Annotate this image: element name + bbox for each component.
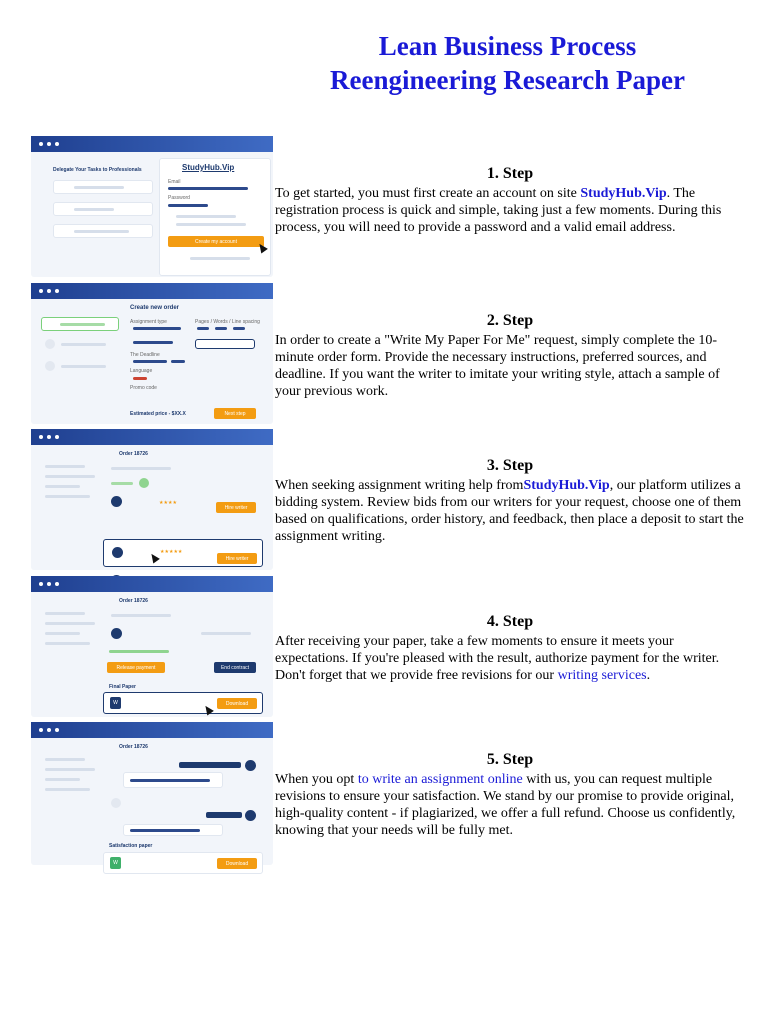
writer-avatar-icon bbox=[111, 798, 121, 808]
password-value bbox=[168, 204, 208, 207]
window-dot-icon bbox=[39, 142, 43, 146]
shot-card bbox=[53, 202, 153, 216]
file-icon: W bbox=[110, 857, 121, 869]
download-button[interactable]: Download bbox=[217, 858, 257, 869]
download-button[interactable]: Download bbox=[217, 698, 257, 709]
form-heading: Create new order bbox=[130, 305, 180, 311]
user-avatar-icon bbox=[245, 760, 256, 771]
assignment-type-label: Assignment type bbox=[130, 319, 167, 325]
browser-bar bbox=[31, 429, 273, 445]
window-dot-icon bbox=[39, 582, 43, 586]
step-3 bbox=[275, 456, 745, 545]
step-4-screenshot bbox=[31, 576, 273, 717]
step-heading: 3. Step bbox=[486, 457, 534, 474]
shot-brand: StudyHub.Vip bbox=[182, 163, 235, 172]
step-heading: 4. Step bbox=[486, 613, 534, 630]
final-paper-label: Final Paper bbox=[109, 684, 136, 690]
window-dot-icon bbox=[55, 142, 59, 146]
order-number: Order 18726 bbox=[119, 451, 148, 457]
rating-stars-icon: ★★★★★ bbox=[160, 549, 183, 555]
step-text: After receiving your paper, take a few moments to ensure it meets your expectations. If you're pleased with the result, authorize payment for the writer. Don't forget that we provide free revisions for our writing services. bbox=[275, 634, 720, 683]
bids-badge bbox=[139, 478, 149, 488]
title-line-2: Reengineering Research Paper bbox=[330, 65, 685, 95]
release-payment-button[interactable]: Release payment bbox=[107, 662, 165, 673]
satisfaction-paper-card bbox=[103, 852, 263, 874]
window-dot-icon bbox=[47, 289, 51, 293]
studyhub-link[interactable]: StudyHub.Vip bbox=[523, 478, 610, 493]
cursor-icon bbox=[148, 552, 160, 564]
estimated-price: Estimated price - $XX.X bbox=[130, 411, 186, 417]
email-value bbox=[168, 187, 248, 190]
step-heading: 1. Step bbox=[486, 165, 534, 182]
step-text: When you opt to write an assignment online with us, you can request multiple revisions to ensure your satisfaction. We stand by our promise to provide original, high-quality content - if plagiarized, we offer a full refund. Choose us confidently, knowing that your needs will be fully met. bbox=[275, 772, 736, 838]
satisfaction-paper-label: Satisfaction paper bbox=[109, 843, 153, 849]
order-number: Order 18726 bbox=[119, 598, 148, 604]
bid-card-selected[interactable] bbox=[103, 539, 263, 567]
step-heading: 5. Step bbox=[486, 751, 534, 768]
studyhub-link[interactable]: StudyHub.Vip bbox=[580, 186, 667, 201]
final-paper-card bbox=[103, 692, 263, 714]
step-text: To get started, you must first create an account on site StudyHub.Vip. The registration process is quick and simple, taking just a few moments. During this process, you will need to provide a password and a valid email address. bbox=[275, 186, 722, 235]
title-line-1: Lean Business Process bbox=[378, 31, 637, 61]
shot-line bbox=[176, 223, 246, 226]
writer-avatar-icon bbox=[111, 496, 122, 507]
browser-bar bbox=[31, 722, 273, 738]
step-5-screenshot bbox=[31, 722, 273, 865]
window-dot-icon bbox=[55, 435, 59, 439]
shot-line bbox=[190, 257, 250, 260]
language-label: Language bbox=[130, 368, 153, 374]
window-dot-icon bbox=[39, 289, 43, 293]
create-account-button[interactable]: Create my account bbox=[168, 236, 264, 247]
step-text: When seeking assignment writing help fromStudyHub.Vip, our platform utilizes a bidding system. Review bids from our writers for your request, choose one of them based on qualifications, order history, and feedback, then place a deposit to start the assignment writing. bbox=[275, 478, 744, 544]
step-1 bbox=[275, 164, 745, 236]
window-dot-icon bbox=[55, 289, 59, 293]
step-5 bbox=[275, 750, 745, 839]
signup-card bbox=[159, 158, 271, 276]
password-label: Password bbox=[168, 195, 190, 201]
shot-card bbox=[53, 224, 153, 238]
step-dot bbox=[45, 361, 55, 371]
hire-writer-button[interactable]: Hire writer bbox=[216, 502, 256, 513]
deadline-label: The Deadline bbox=[130, 352, 160, 358]
step-text: In order to create a "Write My Paper For Me" request, simply complete the 10-minute order form. Provide the necessary instructions, preferred sources, and deadline. If you want the writer to imitate your writing style, attach a sample of your previous work. bbox=[275, 333, 720, 399]
step-3-screenshot bbox=[31, 429, 273, 570]
browser-bar bbox=[31, 576, 273, 592]
writing-services-link[interactable]: writing services bbox=[557, 668, 647, 683]
window-dot-icon bbox=[47, 728, 51, 732]
next-step-button[interactable]: Next step bbox=[214, 408, 256, 419]
user-avatar-icon bbox=[245, 810, 256, 821]
step-4 bbox=[275, 612, 745, 684]
pages-label: Pages / Words / Line spacing bbox=[195, 319, 260, 325]
chat-bubble bbox=[123, 772, 223, 788]
window-dot-icon bbox=[47, 435, 51, 439]
flag-icon bbox=[133, 377, 147, 380]
assignment-type-value bbox=[133, 327, 181, 330]
cursor-icon bbox=[202, 704, 214, 716]
browser-bar bbox=[31, 136, 273, 152]
window-dot-icon bbox=[47, 142, 51, 146]
chat-bubble bbox=[206, 812, 242, 818]
write-assignment-online-link[interactable]: to write an assignment online bbox=[357, 772, 523, 787]
step-dot bbox=[45, 339, 55, 349]
promo-label: Promo code bbox=[130, 385, 157, 391]
order-number: Order 18726 bbox=[119, 744, 148, 750]
step-heading: 2. Step bbox=[486, 312, 534, 329]
education-field[interactable] bbox=[195, 339, 255, 349]
word-file-icon: W bbox=[110, 697, 121, 709]
step-2 bbox=[275, 311, 745, 400]
window-dot-icon bbox=[55, 582, 59, 586]
rating-stars-icon: ★★★★ bbox=[159, 500, 177, 506]
cursor-icon bbox=[256, 242, 268, 254]
hire-writer-button[interactable]: Hire writer bbox=[217, 553, 257, 564]
window-dot-icon bbox=[55, 728, 59, 732]
step-indicator-active bbox=[41, 317, 119, 331]
chat-bubble bbox=[179, 762, 241, 768]
end-contract-button[interactable]: End contract bbox=[214, 662, 256, 673]
window-dot-icon bbox=[39, 728, 43, 732]
shot-card bbox=[53, 180, 153, 194]
window-dot-icon bbox=[39, 435, 43, 439]
browser-bar bbox=[31, 283, 273, 299]
step-2-screenshot bbox=[31, 283, 273, 424]
email-label: Email bbox=[168, 179, 181, 185]
shot-left-title: Delegate Your Tasks to Professionals bbox=[53, 167, 142, 173]
shot-line bbox=[176, 215, 236, 218]
writer-avatar-icon bbox=[112, 547, 123, 558]
writer-avatar-icon bbox=[111, 628, 122, 639]
step-1-screenshot bbox=[31, 136, 273, 277]
window-dot-icon bbox=[47, 582, 51, 586]
shot-line bbox=[133, 341, 173, 344]
page-title bbox=[270, 29, 745, 97]
chat-bubble bbox=[123, 824, 223, 836]
